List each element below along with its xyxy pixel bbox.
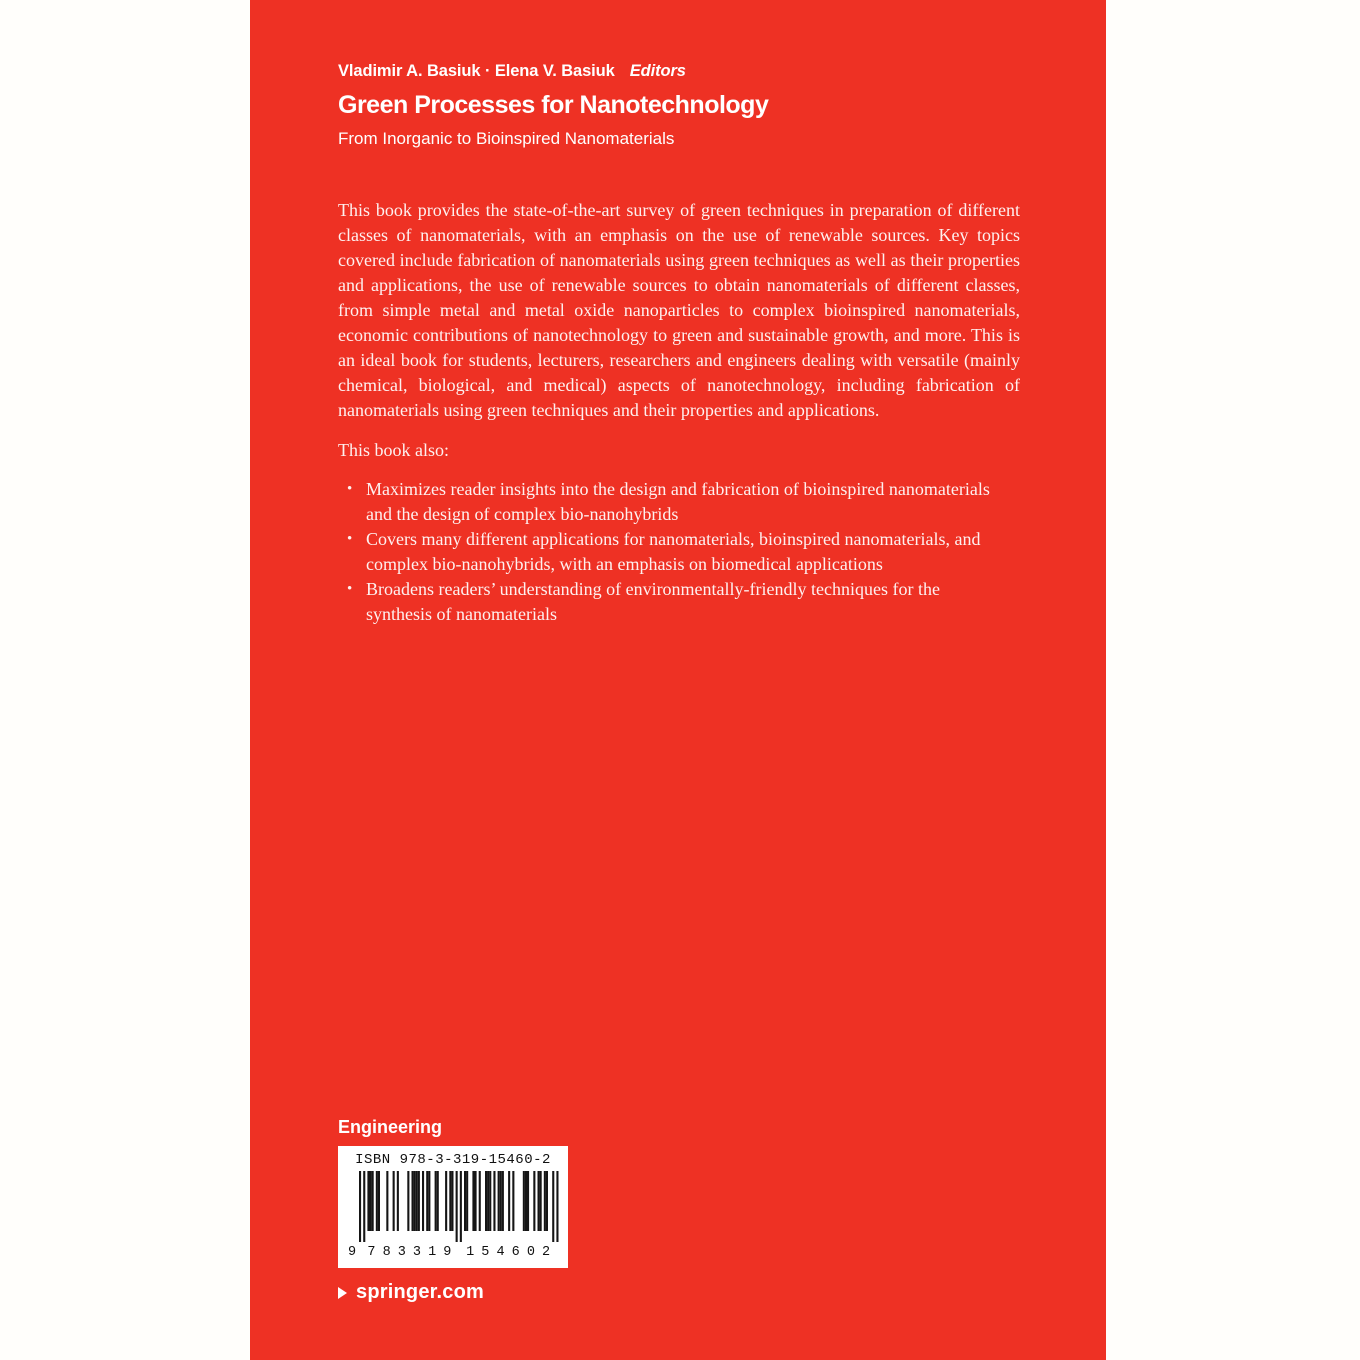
svg-text:9: 9 — [348, 1245, 357, 1259]
book-subtitle: From Inorganic to Bioinspired Nanomaterials — [338, 129, 675, 148]
triangle-icon — [338, 1287, 347, 1299]
bullet-list — [338, 477, 1020, 627]
bullet-item: • Maximizes reader insights into the design and fabrication of bioinspired nanomaterials and the design of complex bio-nanohybrids — [366, 477, 1020, 527]
category-label: Engineering — [338, 1117, 443, 1137]
springer-link — [338, 1281, 484, 1304]
svg-text:783319: 783319 — [367, 1245, 452, 1259]
book-back-cover — [250, 0, 1106, 1360]
bullet-item: • Broadens readers’ understanding of environmentally-friendly techniques for the synthesis of nanomaterials — [366, 577, 1020, 627]
editors-label: Editors — [629, 62, 686, 80]
book-title: Green Processes for Nanotechnology — [338, 91, 769, 119]
cover-content — [338, 62, 1020, 627]
authors-line — [338, 62, 1020, 81]
list-intro: This book also: — [338, 440, 449, 460]
bullet-item: • Covers many different applications for nanomaterials, bioinspired nanomaterials, and complex bio-nanohybrids, with an emphasis on biomedical applications — [366, 527, 1020, 577]
author-names: Vladimir A. Basiuk · Elena V. Basiuk — [338, 62, 615, 80]
barcode-box — [338, 1146, 568, 1268]
svg-text:154602: 154602 — [466, 1245, 551, 1259]
springer-url: springer.com — [356, 1281, 484, 1303]
book-description: This book provides the state-of-the-art survey of green techniques in preparation of different classes of nanomaterials, with an emphasis on the use of renewable sources. Key topics covered include fabrication of nanomaterials using green techniques as well as their properties and applications, the use of renewable sources to obtain nanomaterials of different classes, from simple metal and metal oxide nanoparticles to complex bioinspired nanomaterials, economic contributions of nanotechnology to green and sustainable growth, and more. This is an ideal book for students, lecturers, researchers and engineers dealing with versatile (mainly chemical, biological, and medical) aspects of nanotechnology, including fabrication of nanomaterials using green techniques and their properties and applications. — [338, 200, 1020, 420]
isbn-label: ISBN 978-3-319-15460-2 — [355, 1152, 551, 1168]
ean13-barcode — [347, 1171, 559, 1259]
